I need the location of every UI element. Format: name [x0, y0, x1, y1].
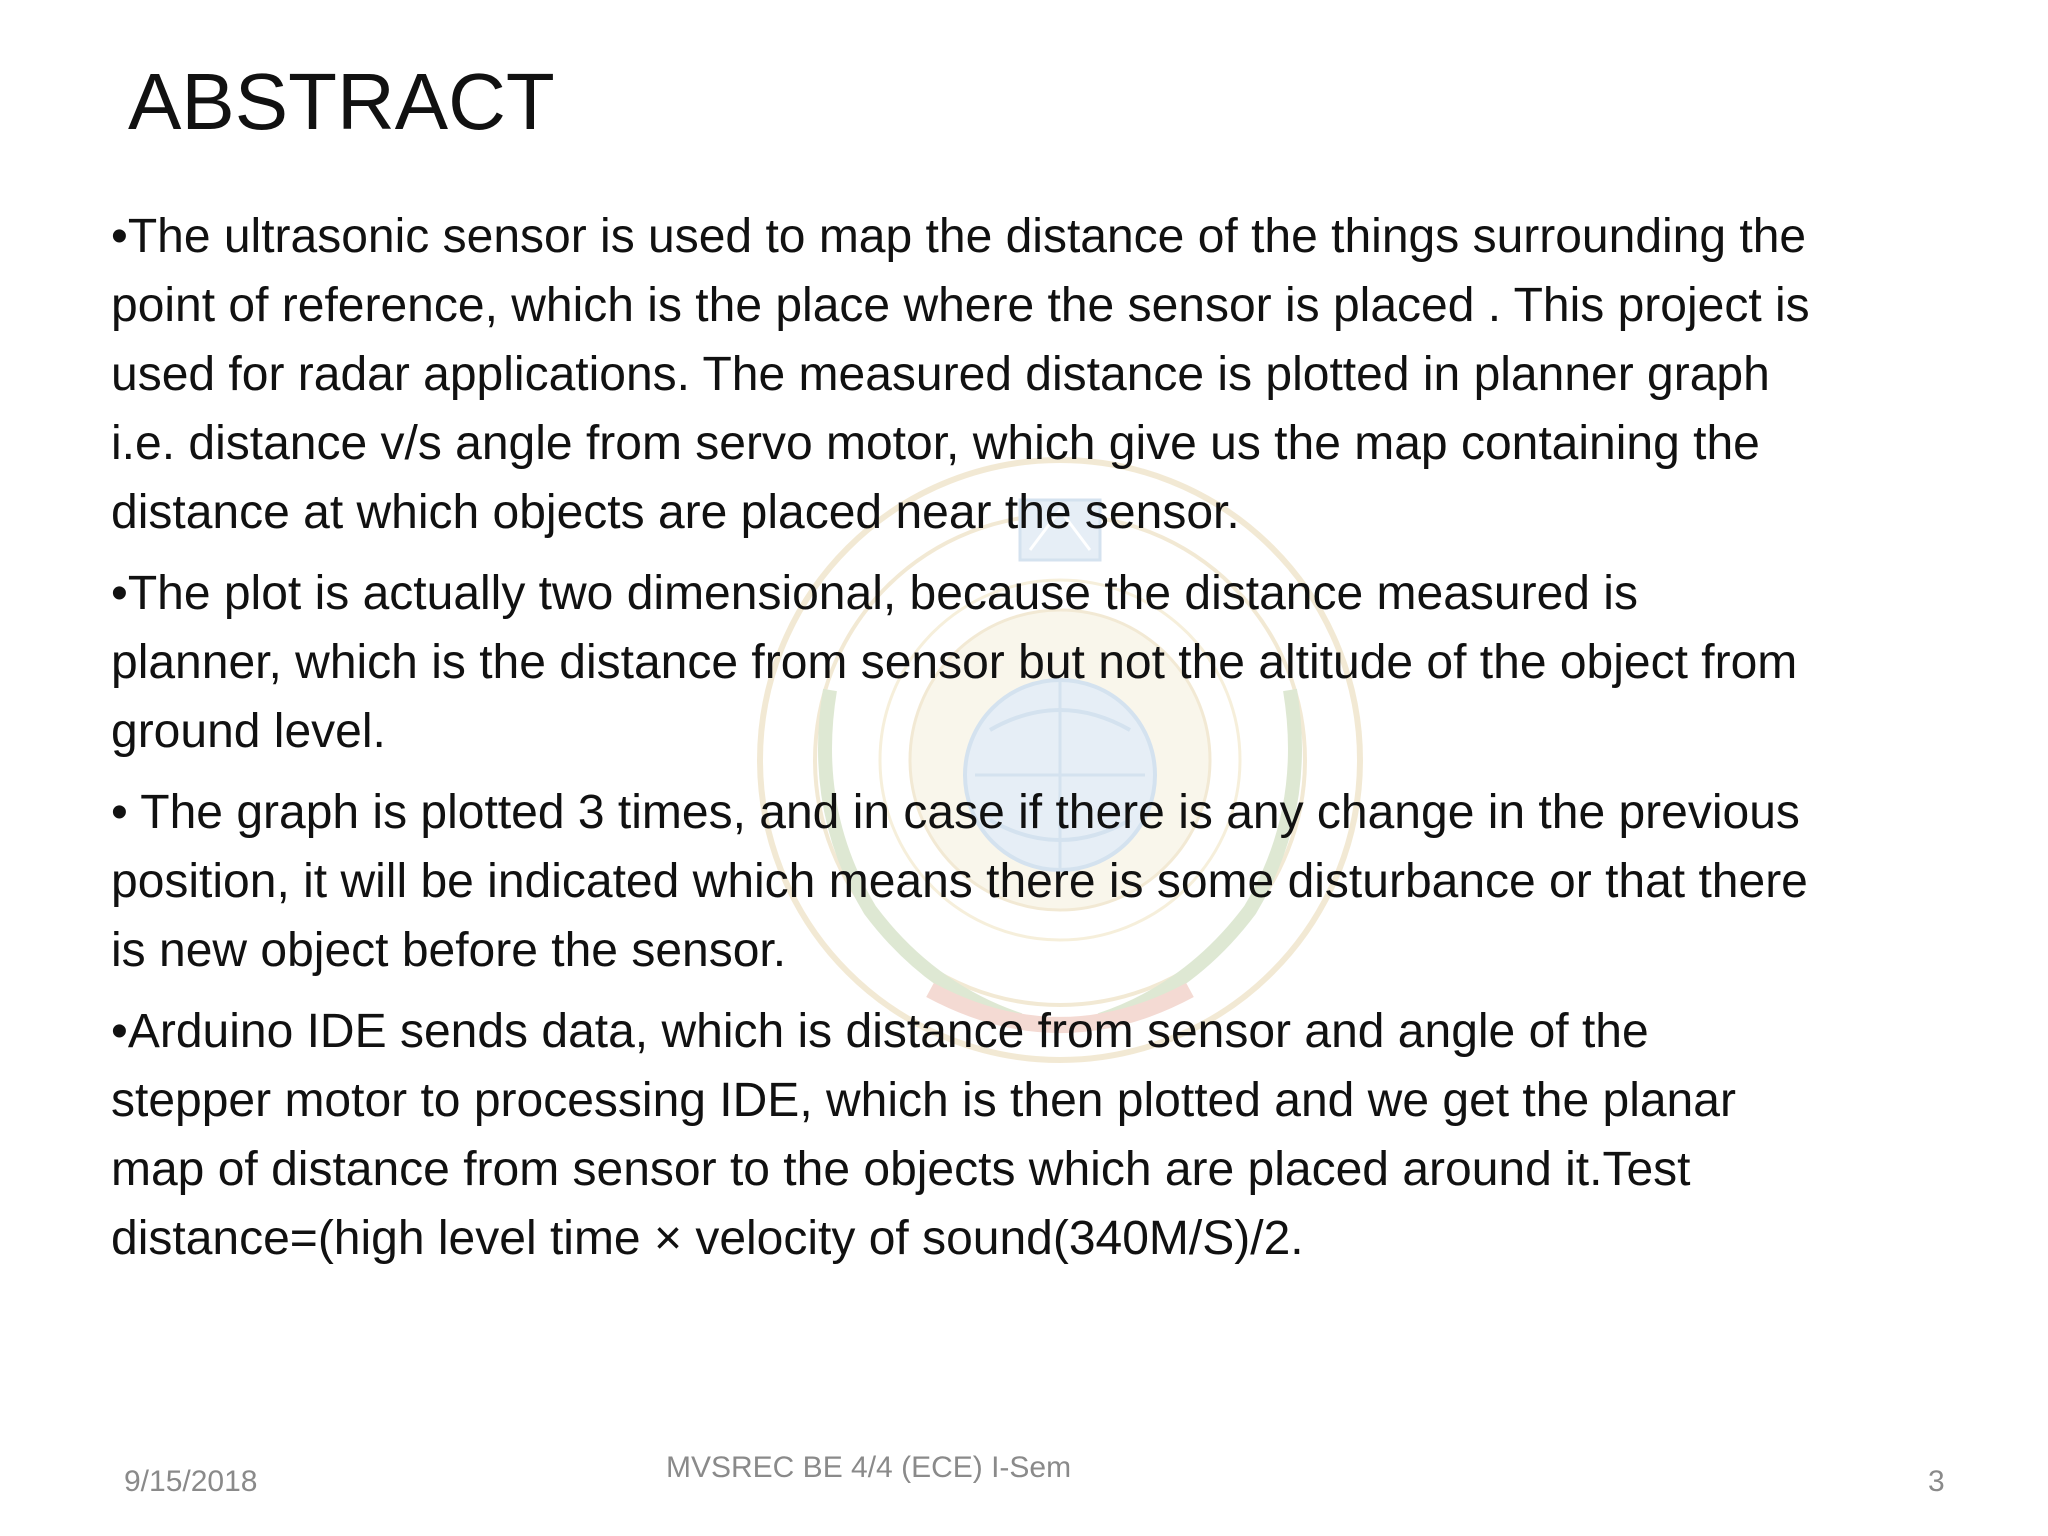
bullet-marker: •	[111, 210, 128, 263]
bullet-item	[111, 778, 1811, 985]
slide-title: ABSTRACT	[128, 57, 555, 146]
bullet-item	[111, 997, 1811, 1273]
bullet-text: The ultrasonic sensor is used to map the distance of the things surrounding the point of reference, which is the place where the sensor is placed . This project is used for radar applications. The measured distance is plotted in planner graph i.e. distance v/s angle from servo motor, which give us the map containing the distance at which objects are placed near the sensor.	[111, 210, 1810, 539]
bullet-text: Arduino IDE sends data, which is distance from sensor and angle of the stepper motor to processing IDE, which is then plotted and we get the planar map of distance from sensor to the objects which are placed around it.Test distance=(high level time × velocity of sound(340M/S)/2.	[111, 1005, 1736, 1265]
bullet-item	[111, 559, 1811, 766]
footer-title: MVSREC BE 4/4 (ECE) I-Sem	[666, 1451, 1072, 1484]
page-number: 3	[1928, 1465, 1945, 1498]
bullet-marker: •	[111, 567, 128, 620]
bullet-marker: •	[111, 1005, 128, 1058]
footer-date: 9/15/2018	[124, 1465, 258, 1498]
bullet-list	[111, 202, 1811, 1285]
bullet-text: The graph is plotted 3 times, and in case if there is any change in the previous position, it will be indicated which means there is some disturbance or that there is new object before the sensor.	[111, 786, 1808, 977]
bullet-marker: •	[111, 786, 141, 839]
bullet-item	[111, 202, 1811, 547]
bullet-text: The plot is actually two dimensional, because the distance measured is planner, which is the distance from sensor but not the altitude of the object from ground level.	[111, 567, 1798, 758]
